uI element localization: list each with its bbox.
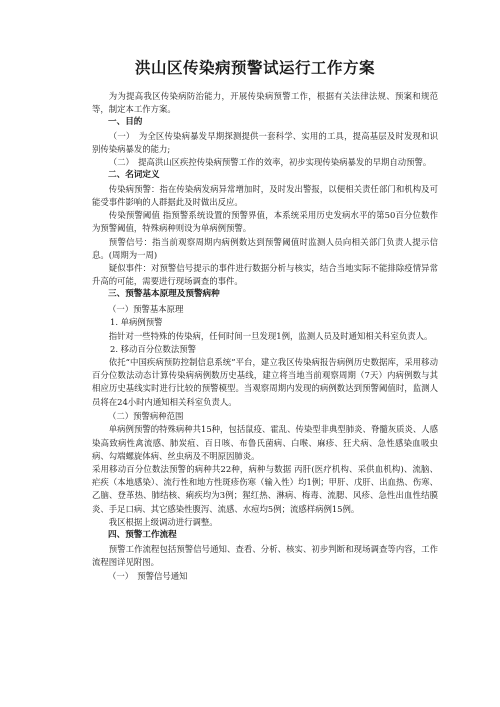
intro-paragraph: 为为提高我区传染病防治能力，开展传染病预警工作，根据有关法律法规、预案和规范等，制定本工作方案。 (92, 91, 438, 115)
section-heading-purpose: 一、目的 (108, 117, 143, 128)
purpose-paragraph-2: （二） 提高洪山区疾控传染病预警工作的效率，初步实现传染病暴发的早期自动预警。 (108, 157, 432, 168)
single-case-paragraph: 指针对一些特殊的传染病，任何时间一旦发现1例，监测人员及时通知相关科室负责人。 (108, 330, 433, 341)
disease-scope-paragraph-1: 单病例预警的特殊病种共15种，包括鼠疫、霍乱、传染型非典型肺炎、脊髓灰质炎、人感染高致病性禽流感、肺炭疽、百日咳、布鲁氏菌病、白喉、麻疹、狂犬病、急性感染血吸虫病、勾端螺旋体病、丝虫病及不明原因肺炎。 (92, 424, 438, 461)
section-heading-principles: 三、预警基本原理及预警病种 (108, 289, 220, 300)
moving-percentile-paragraph: 依托“中国疾病预防控制信息系统”平台，建立我区传染病报告病例历史数据库，采用移动百分位数法动态计算传染病病例数历史基线，建立将当地当前观察周期（7天）内病例数与其相应历史基线实时进行比较的预警模型。当观察周期内发现的病例数达到预警阈值时，监测人员将在24小时内通知相关科室负责人。 (92, 357, 438, 407)
list-item-single-case: 1. 单病例预警 (110, 317, 163, 328)
subsection-heading-signal-notice: （一） 预警信号通知 (108, 570, 188, 581)
subsection-heading-disease-scope: （二）预警病种范围 (108, 410, 184, 421)
subsection-heading-principle: （一）预警基本原理 (108, 303, 184, 314)
definition-paragraph-4: 疑似事件：对预警信号提示的事件进行数据分析与核实，结合当地实际不能排除疫情异常升高的可能，需要进行现场调查的事件。 (92, 263, 438, 287)
section-heading-definitions: 二、名词定义 (108, 170, 160, 181)
document-title: 洪山区传染病预警试运行工作方案 (134, 59, 375, 77)
definition-paragraph-1: 传染病预警：指在传染病发病异常增加时，及时发出警报，以便相关责任部门和机构及可能受事件影响的人群据此及时做出反应。 (92, 183, 438, 208)
purpose-paragraph-1: （一） 为全区传染病暴发早期探测提供一套科学、实用的工具，提高基层及时发现和识别传染病暴发的能力; (92, 130, 438, 155)
disease-scope-paragraph-2: 采用移动百分位数法预警的病种共22种，病种与数据 丙肝(医疗机构、采供血机构)、流脑、疟疾（本地感染）、流行性和地方性斑疹伤寒（输入性）均1例；甲肝、戊肝、出血热、伤寒、乙脑、登革热、肺结核、痢疾均为3例；猩红热、淋病、梅毒、流腮、风疹、急性出血性结膜炎、手足口病、其它感染性腹泻、流感、水痘均5例；流感样病例15例。 (92, 464, 438, 514)
definition-paragraph-2: 传染预警阈值 指预警系统设置的预警界值，本系统采用历史发病水平的第50百分位数作为预警阈值，特殊病种则设为单病例预警。 (92, 210, 438, 234)
workflow-paragraph: 预警工作流程包括预警信号通知、查看、分析、核实、初步判断和现场调查等内容，工作流程图详见附图。 (92, 543, 438, 567)
list-item-moving-percentile: 2. 移动百分位数法预警 (110, 343, 197, 354)
section-heading-workflow: 四、预警工作流程 (108, 530, 177, 541)
definition-paragraph-3: 预警信号：指当前观察周期内病例数达到预警阈值时监测人员向相关部门负责人提示信息。(周期为一周) (92, 236, 438, 260)
disease-scope-paragraph-3: 我区根据上级调动进行调整。 (108, 516, 218, 527)
